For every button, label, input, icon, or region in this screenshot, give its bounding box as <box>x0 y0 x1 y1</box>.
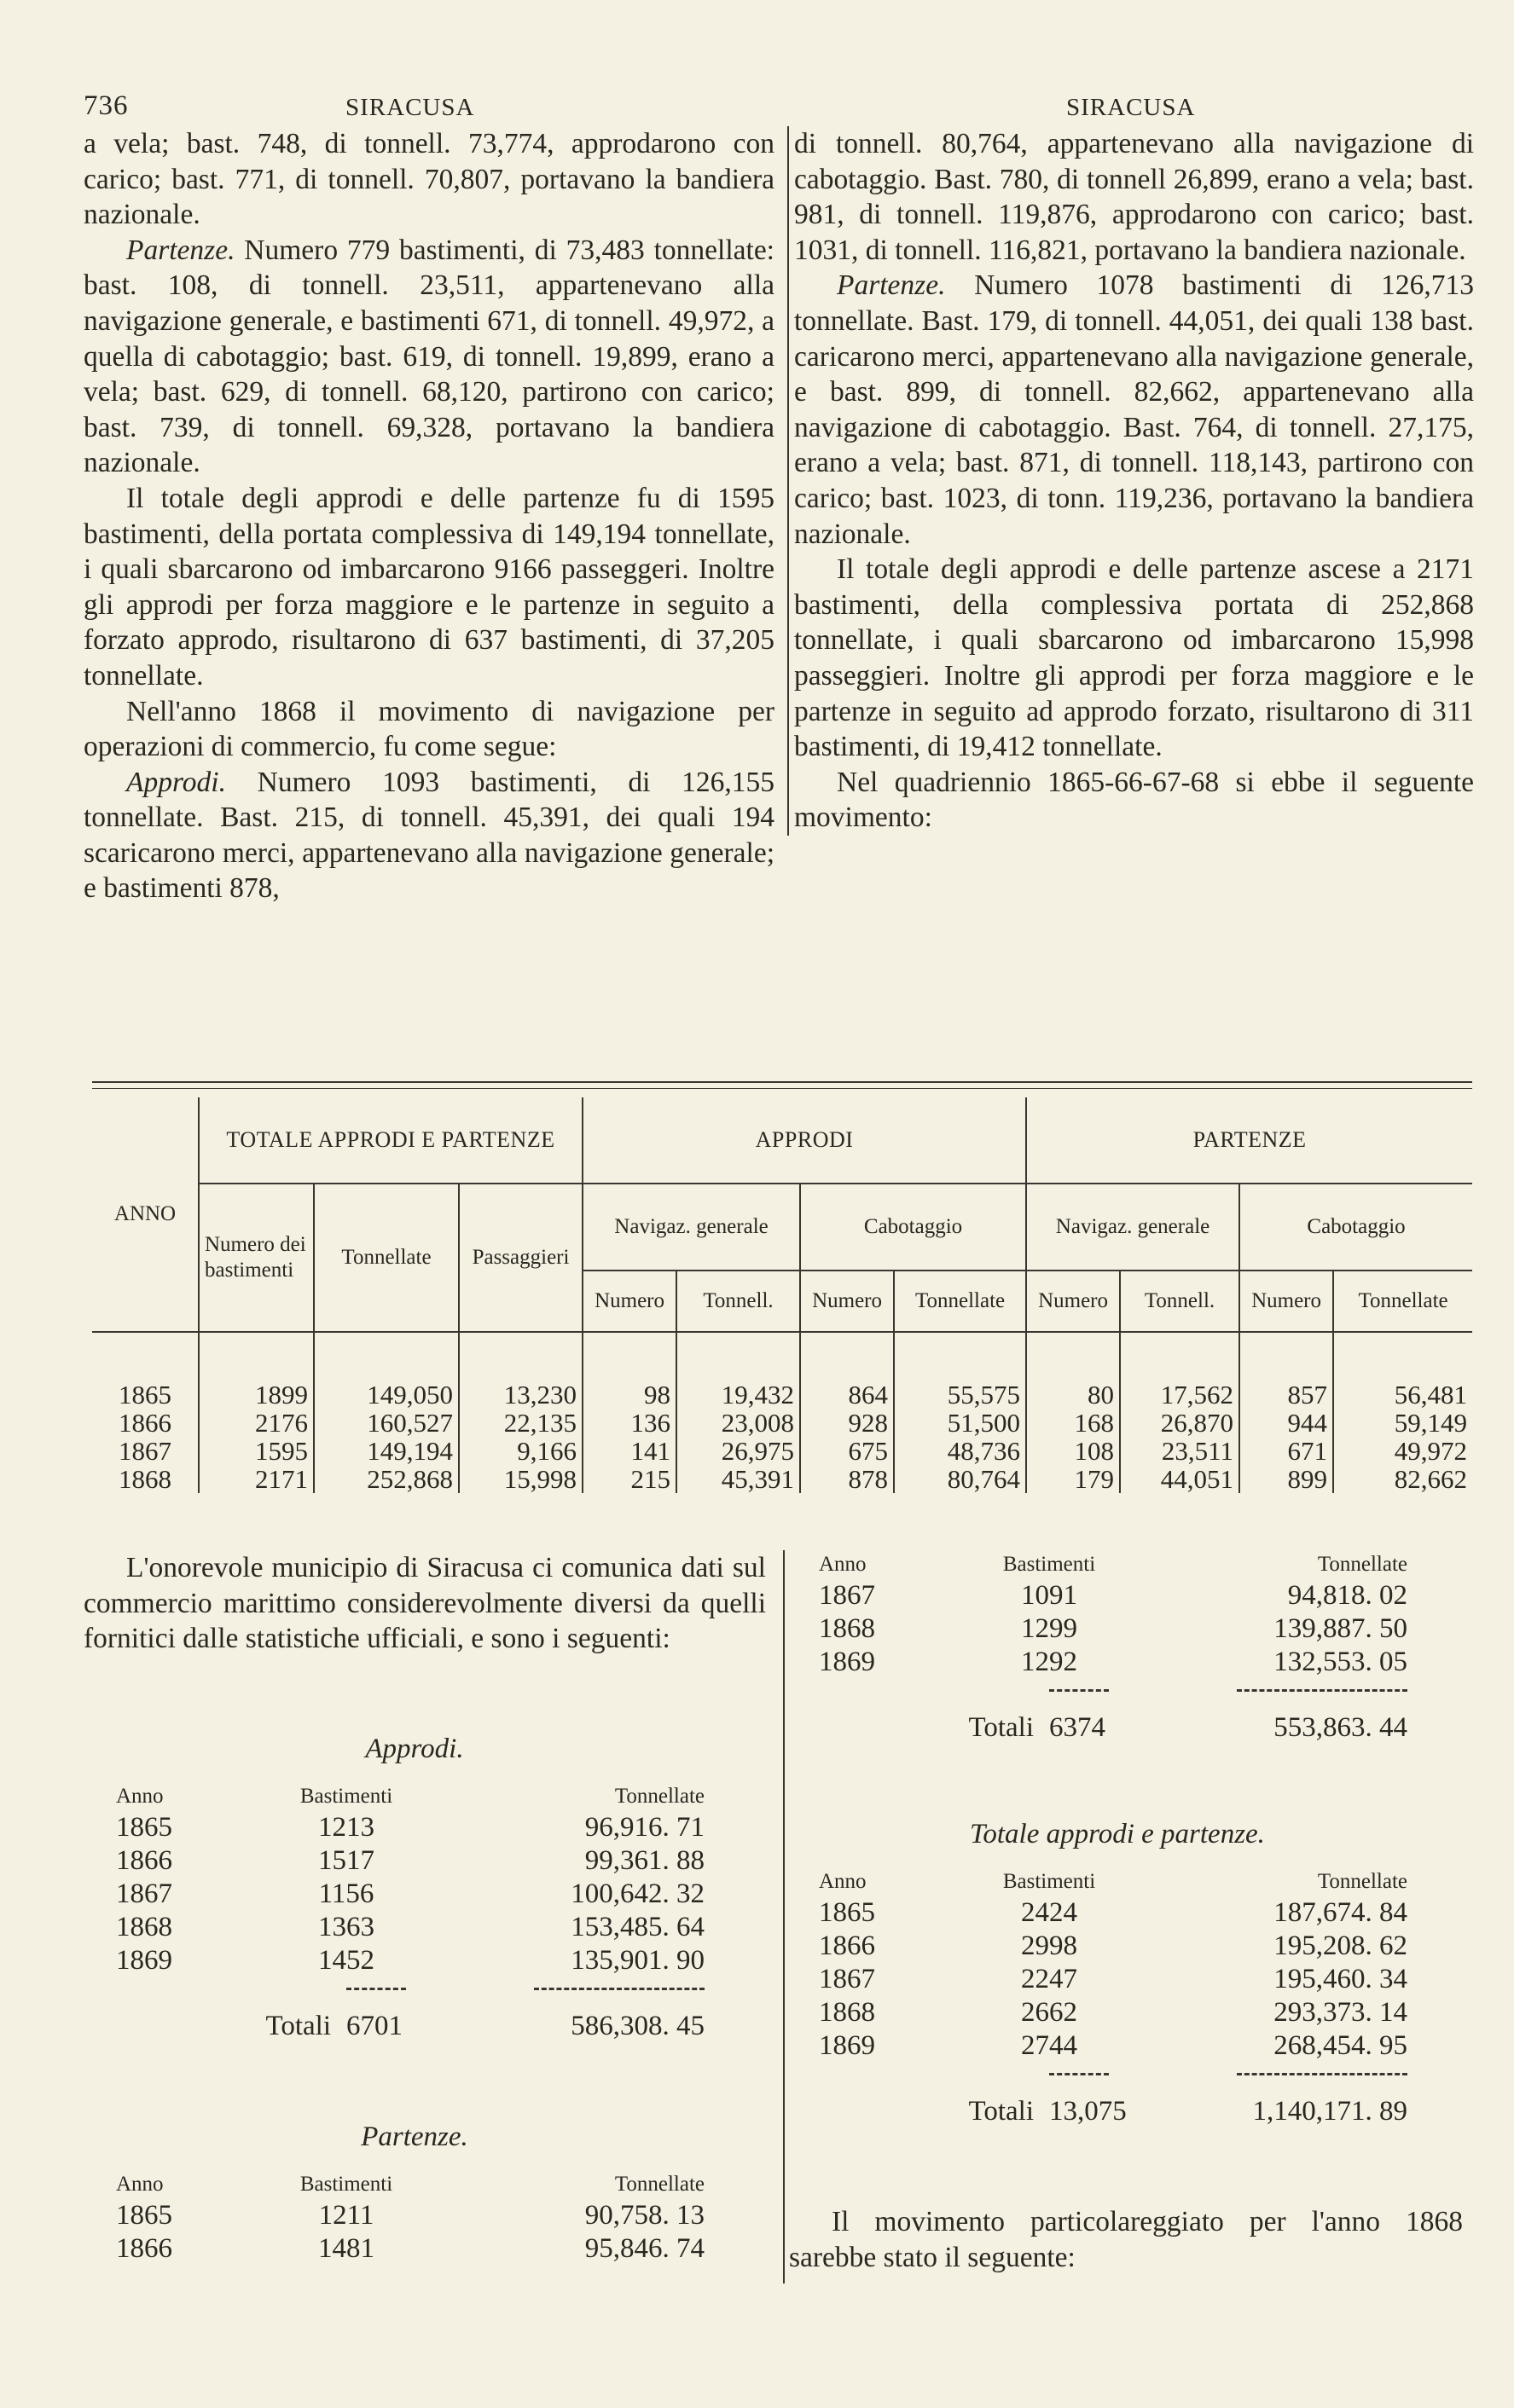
cell-anno: 1867 <box>119 1436 171 1466</box>
col-header-passeggieri: Passaggieri <box>459 1184 583 1332</box>
approdi-grid <box>116 1782 713 1977</box>
cell-tonnellate: 293,373. 14 <box>1273 1997 1407 2028</box>
cell-p-cab-num: 944 <box>1239 1409 1333 1437</box>
cell-a-cab-num: 878 <box>800 1465 894 1493</box>
header-tonnellate: Tonnellate <box>614 2173 705 2196</box>
cell-pass: 15,998 <box>459 1465 583 1493</box>
cell-tonnellate: 99,361. 88 <box>584 1845 705 1876</box>
group-header-approdi: APPRODI <box>583 1097 1026 1184</box>
cell-p-cab-ton: 59,149 <box>1333 1409 1472 1437</box>
cell-a-cab-ton: 51,500 <box>894 1409 1026 1437</box>
cell-p-ng-ton: 26,870 <box>1120 1409 1239 1437</box>
section-label: Approdi. <box>126 766 226 798</box>
cell-a-cab-ton: 48,736 <box>894 1437 1026 1465</box>
header-bastimenti: Bastimenti <box>299 2173 393 2196</box>
cell-ton: 149,050 <box>314 1381 459 1409</box>
totals-rule <box>116 1977 713 2001</box>
cell-p-ng-num: 168 <box>1026 1409 1120 1437</box>
col-header-numero-bastimenti: Numero dei bastimenti <box>199 1184 314 1332</box>
cell-bastimenti: 2424 <box>1021 1897 1077 1928</box>
totals-bastimenti: 13,075 <box>1049 2096 1127 2127</box>
cell-anno: 1868 <box>119 1464 171 1494</box>
cell-anno: 1866 <box>119 1408 171 1438</box>
totals-row <box>819 1710 1416 1745</box>
anno-header: ANNO <box>113 1202 177 1225</box>
totals-rule <box>819 1679 1416 1703</box>
col-header-tonnellate: Tonnellate <box>314 1184 459 1332</box>
cell-anno: 1865 <box>116 1812 172 1843</box>
closing-section <box>789 2204 1463 2275</box>
header-anno: Anno <box>116 2173 164 2196</box>
cell-anno: 1865 <box>819 1897 875 1928</box>
header-bastimenti: Bastimenti <box>299 1785 393 1808</box>
paragraph: Il totale degli approdi e delle partenze ascese a 2171 bastimenti, della complessiva portata di 252,868 tonnellate, i quali sbarcarono od imbarcarono 15,998 passeggieri. Inoltre gli approdi per forza maggiore e le partenze in seguito ad approdo forzato, risultarono di 311 bastimenti, di 19,412 tonnellate. <box>794 553 1474 763</box>
totals-label: Totali <box>265 2011 331 2041</box>
cell-ton: 252,868 <box>314 1465 459 1493</box>
cell-tonnellate: 139,887. 50 <box>1273 1613 1407 1644</box>
cell-p-cab-num: 671 <box>1239 1437 1333 1465</box>
header-bastimenti: Bastimenti <box>1002 1553 1096 1576</box>
totale-grid <box>819 1867 1416 2063</box>
page-number: 736 <box>84 90 129 121</box>
cell-tonnellate: 94,818. 02 <box>1287 1580 1407 1611</box>
col-header-numero: Numero <box>1026 1271 1120 1332</box>
cell-tonnellate: 90,758. 13 <box>584 2200 705 2231</box>
header-anno: Anno <box>819 1553 867 1576</box>
partenze-grid-cont <box>819 1550 1416 1679</box>
cell-bastimenti: 2662 <box>1021 1997 1077 2028</box>
cell-bastimenti: 2998 <box>1021 1930 1077 1961</box>
totals-bastimenti: 6701 <box>346 2011 403 2041</box>
col-header-tonnellate: Tonnellate <box>894 1271 1026 1332</box>
cell-a-ng-ton: 23,008 <box>676 1409 800 1437</box>
header-anno: Anno <box>819 1870 867 1893</box>
cell-a-ng-ton: 26,975 <box>676 1437 800 1465</box>
cell-tonnellate: 135,901. 90 <box>571 1945 705 1976</box>
paragraph: di tonnell. 80,764, appartenevano alla navigazione di cabotaggio. Bast. 780, di tonnell 26,899, erano a vela; bast. 981, di tonnell. 119,876, approdarono con carico; bast. 1031, di tonnell. 116,821, portavano la bandiera nazionale. <box>794 128 1474 266</box>
cell-bastimenti: 1292 <box>1021 1647 1077 1677</box>
approdi-title: Approdi. <box>365 1734 464 1764</box>
cell-p-cab-ton: 82,662 <box>1333 1465 1472 1493</box>
running-head-left: SIRACUSA <box>345 94 475 121</box>
cell-bastimenti: 2744 <box>1021 2030 1077 2061</box>
table-row <box>92 1381 1472 1409</box>
cell-anno: 1866 <box>819 1930 875 1961</box>
paragraph: a vela; bast. 748, di tonnell. 73,774, approdarono con carico; bast. 771, di tonnell. 70,807, portavano la bandiera nazionale. <box>84 128 774 231</box>
sub-header-approdi-navigaz: Navigaz. generale <box>583 1184 800 1271</box>
sub-header-approdi-cabotaggio: Cabotaggio <box>800 1184 1026 1271</box>
cell-bastimenti: 1211 <box>318 2200 374 2231</box>
table-top-rule <box>92 1081 1472 1089</box>
section-label: Partenze. <box>837 269 946 302</box>
totals-label: Totali <box>968 1712 1034 1743</box>
paragraph-approdi <box>84 765 774 906</box>
cell-a-cab-num: 864 <box>800 1381 894 1409</box>
municipio-paragraph: L'onorevole municipio di Siracusa ci comunica dati sul commercio marittimo considerevolmente diversi da quelli fornitici dalle statistiche ufficiali, e sono i seguenti: <box>84 1552 766 1655</box>
cell-pass: 22,135 <box>459 1409 583 1437</box>
cell-p-ng-num: 80 <box>1026 1381 1120 1409</box>
cell-bastimenti: 1299 <box>1021 1613 1077 1644</box>
col-header-numero: Numero <box>583 1271 676 1332</box>
table-row <box>92 1465 1472 1493</box>
closing-paragraph: Il movimento particolareggiato per l'anno 1868 sarebbe stato il seguente: <box>789 2206 1463 2273</box>
cell-anno: 1867 <box>116 1878 172 1909</box>
cell-a-cab-num: 928 <box>800 1409 894 1437</box>
cell-ton: 149,194 <box>314 1437 459 1465</box>
cell-tonnellate: 95,846. 74 <box>584 2233 705 2264</box>
right-text-column <box>787 126 1474 836</box>
cell-p-cab-ton: 49,972 <box>1333 1437 1472 1465</box>
header-tonnellate: Tonnellate <box>1317 1553 1407 1576</box>
cell-num: 1595 <box>199 1437 314 1465</box>
partenze-grid <box>116 2170 713 2266</box>
paragraph: Il totale degli approdi e delle partenze fu di 1595 bastimenti, della portata complessiva di 149,194 tonnellate, i quali sbarcarono od imbarcarono 9166 passeggeri. Inoltre gli approdi per forza maggiore e le partenze in seguito a forzato approdo, risultarono di 637 bastimenti, di 37,205 tonnellate. <box>84 482 774 692</box>
running-head-right: SIRACUSA <box>1066 94 1196 121</box>
totals-tonnellate: 1,140,171. 89 <box>1252 2096 1407 2127</box>
cell-anno: 1866 <box>116 1845 172 1876</box>
table-row <box>92 1437 1472 1465</box>
cell-anno: 1868 <box>819 1997 875 2028</box>
header-separator <box>92 1332 1472 1381</box>
totale-table <box>819 1808 1416 2129</box>
sub-header-partenze-navigaz: Navigaz. generale <box>1026 1184 1239 1271</box>
cell-anno: 1866 <box>116 2233 172 2264</box>
cell-p-ng-num: 108 <box>1026 1437 1120 1465</box>
cell-p-cab-num: 857 <box>1239 1381 1333 1409</box>
cell-num: 2171 <box>199 1465 314 1493</box>
paragraph-text: Numero 779 bastimenti, di 73,483 tonnellate: bast. 108, di tonnell. 23,511, appartenevano alla navigazione generale, e bastimenti 671, di tonnell. 49,972, a quella di cabotaggio; bast. 619, di tonnell. 19,899, erano a vela; bast. 629, di tonnell. 68,120, partirono con carico; bast. 739, di tonnell. 69,328, portavano la bandiera nazionale. <box>84 234 774 479</box>
sub-header-partenze-cabotaggio: Cabotaggio <box>1239 1184 1472 1271</box>
cell-anno: 1869 <box>116 1945 172 1976</box>
totale-title: Totale approdi e partenze. <box>970 1819 1265 1849</box>
totals-tonnellate: 553,863. 44 <box>1273 1712 1407 1743</box>
cell-anno: 1869 <box>819 1647 875 1677</box>
col-header-numero: Numero <box>1239 1271 1333 1332</box>
cell-bastimenti: 1091 <box>1021 1580 1077 1611</box>
header-tonnellate: Tonnellate <box>614 1785 705 1808</box>
cell-bastimenti: 1517 <box>318 1845 374 1876</box>
group-header-partenze: PARTENZE <box>1026 1097 1472 1184</box>
cell-bastimenti: 1452 <box>318 1945 374 1976</box>
cell-tonnellate: 187,674. 84 <box>1273 1897 1407 1928</box>
col-header-tonnellate: Tonnellate <box>1333 1271 1472 1332</box>
col-header-tonnell: Tonnell. <box>1120 1271 1239 1332</box>
header-bastimenti: Bastimenti <box>1002 1870 1096 1893</box>
totals-label: Totali <box>968 2096 1034 2127</box>
cell-a-cab-ton: 55,575 <box>894 1381 1026 1409</box>
paragraph: Nell'anno 1868 il movimento di navigazione per operazioni di commercio, fu come segue: <box>84 695 774 763</box>
cell-p-cab-num: 899 <box>1239 1465 1333 1493</box>
cell-a-cab-ton: 80,764 <box>894 1465 1026 1493</box>
cell-a-ng-num: 136 <box>583 1409 676 1437</box>
cell-a-cab-num: 675 <box>800 1437 894 1465</box>
cell-bastimenti: 1213 <box>318 1812 374 1843</box>
municipio-section <box>84 1550 766 1657</box>
cell-anno: 1869 <box>819 2030 875 2061</box>
cell-tonnellate: 100,642. 32 <box>571 1878 705 1909</box>
header-anno: Anno <box>116 1785 164 1808</box>
movement-table <box>92 1097 1472 1493</box>
cell-tonnellate: 96,916. 71 <box>584 1812 705 1843</box>
paragraph-partenze <box>84 233 774 481</box>
section-label: Partenze. <box>126 234 235 266</box>
header-tonnellate: Tonnellate <box>1317 1870 1407 1893</box>
cell-tonnellate: 132,553. 05 <box>1273 1647 1407 1677</box>
cell-bastimenti: 1156 <box>318 1878 374 1909</box>
column-divider <box>783 1550 785 2284</box>
totals-bastimenti: 6374 <box>1049 1712 1105 1743</box>
cell-tonnellate: 195,460. 34 <box>1273 1964 1407 1994</box>
col-header-tonnell: Tonnell. <box>676 1271 800 1332</box>
cell-bastimenti: 1481 <box>318 2233 374 2264</box>
cell-tonnellate: 195,208. 62 <box>1273 1930 1407 1961</box>
partenze-table-part2 <box>819 1550 1416 1745</box>
paragraph-text: Numero 1078 bastimenti di 126,713 tonnellate. Bast. 179, di tonnell. 44,051, dei quali 138 bast. caricarono merci, appartenevano alla navigazione generale, e bast. 899, di tonnell. 82,662, appartenevano alla navigazione di cabotaggio. Bast. 764, di tonnell. 27,175, erano a vela; bast. 871, di tonnell. 118,143, partirono con carico; bast. 1023, di tonn. 119,236, portavano la bandiera nazionale. <box>794 269 1474 550</box>
cell-a-ng-ton: 19,432 <box>676 1381 800 1409</box>
cell-anno: 1867 <box>819 1580 875 1611</box>
cell-a-ng-num: 215 <box>583 1465 676 1493</box>
group-header-totale: TOTALE APPRODI E PARTENZE <box>199 1097 583 1184</box>
col-header-numero: Numero <box>800 1271 894 1332</box>
totals-rule <box>819 2063 1416 2087</box>
totals-row <box>819 2093 1416 2129</box>
cell-num: 2176 <box>199 1409 314 1437</box>
cell-tonnellate: 153,485. 64 <box>571 1912 705 1942</box>
partenze-table-part1 <box>116 2110 713 2266</box>
cell-tonnellate: 268,454. 95 <box>1273 2030 1407 2061</box>
cell-pass: 9,166 <box>459 1437 583 1465</box>
cell-num: 1899 <box>199 1381 314 1409</box>
cell-a-ng-num: 141 <box>583 1437 676 1465</box>
cell-a-ng-num: 98 <box>583 1381 676 1409</box>
cell-ton: 160,527 <box>314 1409 459 1437</box>
cell-anno: 1868 <box>116 1912 172 1942</box>
cell-p-cab-ton: 56,481 <box>1333 1381 1472 1409</box>
cell-pass: 13,230 <box>459 1381 583 1409</box>
paragraph-text: Numero 1093 bastimenti, di 126,155 tonnellate. Bast. 215, di tonnell. 45,391, dei quali 194 scaricarono merci, appartenevano alla navigazione generale; e bastimenti 878, <box>84 766 774 905</box>
paragraph-partenze <box>794 268 1474 552</box>
cell-p-ng-ton: 17,562 <box>1120 1381 1239 1409</box>
partenze-title: Partenze. <box>361 2121 468 2152</box>
quadriennio-table <box>92 1081 1472 1493</box>
approdi-table <box>116 1722 713 2044</box>
cell-anno: 1865 <box>116 2200 172 2231</box>
cell-anno: 1868 <box>819 1613 875 1644</box>
cell-p-ng-ton: 44,051 <box>1120 1465 1239 1493</box>
table-row <box>92 1409 1472 1437</box>
totals-tonnellate: 586,308. 45 <box>571 2011 705 2041</box>
totals-row <box>116 2008 713 2044</box>
cell-p-ng-num: 179 <box>1026 1465 1120 1493</box>
paragraph: Nel quadriennio 1865-66-67-68 si ebbe il seguente movimento: <box>794 766 1474 834</box>
cell-bastimenti: 2247 <box>1021 1964 1077 1994</box>
cell-p-ng-ton: 23,511 <box>1120 1437 1239 1465</box>
cell-anno: 1865 <box>119 1380 171 1409</box>
cell-bastimenti: 1363 <box>318 1912 374 1942</box>
cell-a-ng-ton: 45,391 <box>676 1465 800 1493</box>
cell-anno: 1867 <box>819 1964 875 1994</box>
left-text-column <box>84 126 774 906</box>
